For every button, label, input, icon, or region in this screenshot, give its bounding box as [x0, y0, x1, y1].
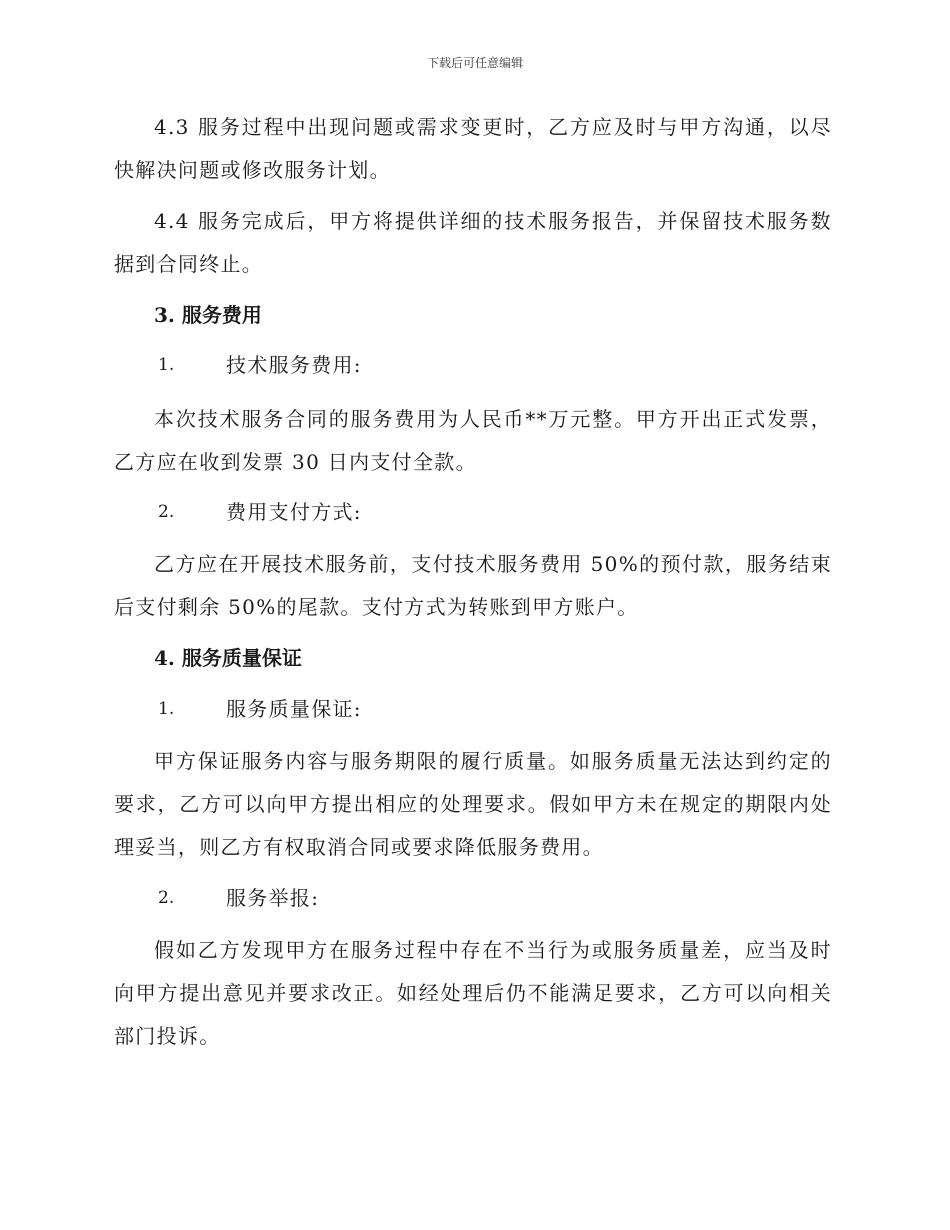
paragraph-fee-amount: 本次技术服务合同的服务费用为人民币**万元整。甲方开出正式发票，乙方应在收到发票 30 日内支付全款。 [114, 407, 832, 474]
list-item-number: 2. [158, 888, 175, 908]
page-header: 下载后可任意编辑 [426, 56, 523, 70]
list-item-label: 服务举报: [226, 886, 320, 910]
section-heading-fees: 3. 服务费用 [154, 303, 262, 327]
paragraph-payment-method: 乙方应在开展技术服务前，支付技术服务费用 50%的预付款，服务结束后支付剩余 50%的尾款。支付方式为转账到甲方账户。 [114, 552, 832, 619]
paragraph-quality-guarantee: 甲方保证服务内容与服务期限的履行质量。如服务质量无法达到约定的要求，乙方可以向甲方提出相应的处理要求。假如甲方未在规定的期限内处理妥当，则乙方有权取消合同或要求降低服务费用。 [114, 749, 832, 859]
paragraph-4-4: 4.4 服务完成后，甲方将提供详细的技术服务报告，并保留技术服务数据到合同终止。 [114, 209, 832, 276]
list-item-number: 1. [158, 355, 175, 375]
list-item-number: 2. [158, 502, 175, 522]
paragraph-4-3: 4.3 服务过程中出现问题或需求变更时，乙方应及时与甲方沟通，以尽快解决问题或修改服务计划。 [114, 115, 832, 182]
list-item-label: 技术服务费用: [226, 353, 362, 377]
paragraph-service-report: 假如乙方发现甲方在服务过程中存在不当行为或服务质量差，应当及时向甲方提出意见并要求改正。如经处理后仍不能满足要求，乙方可以向相关部门投诉。 [114, 938, 832, 1048]
list-item-number: 1. [158, 699, 175, 719]
list-item-label: 费用支付方式: [226, 500, 362, 524]
list-item-label: 服务质量保证: [226, 697, 362, 721]
section-heading-quality: 4. 服务质量保证 [154, 646, 302, 670]
